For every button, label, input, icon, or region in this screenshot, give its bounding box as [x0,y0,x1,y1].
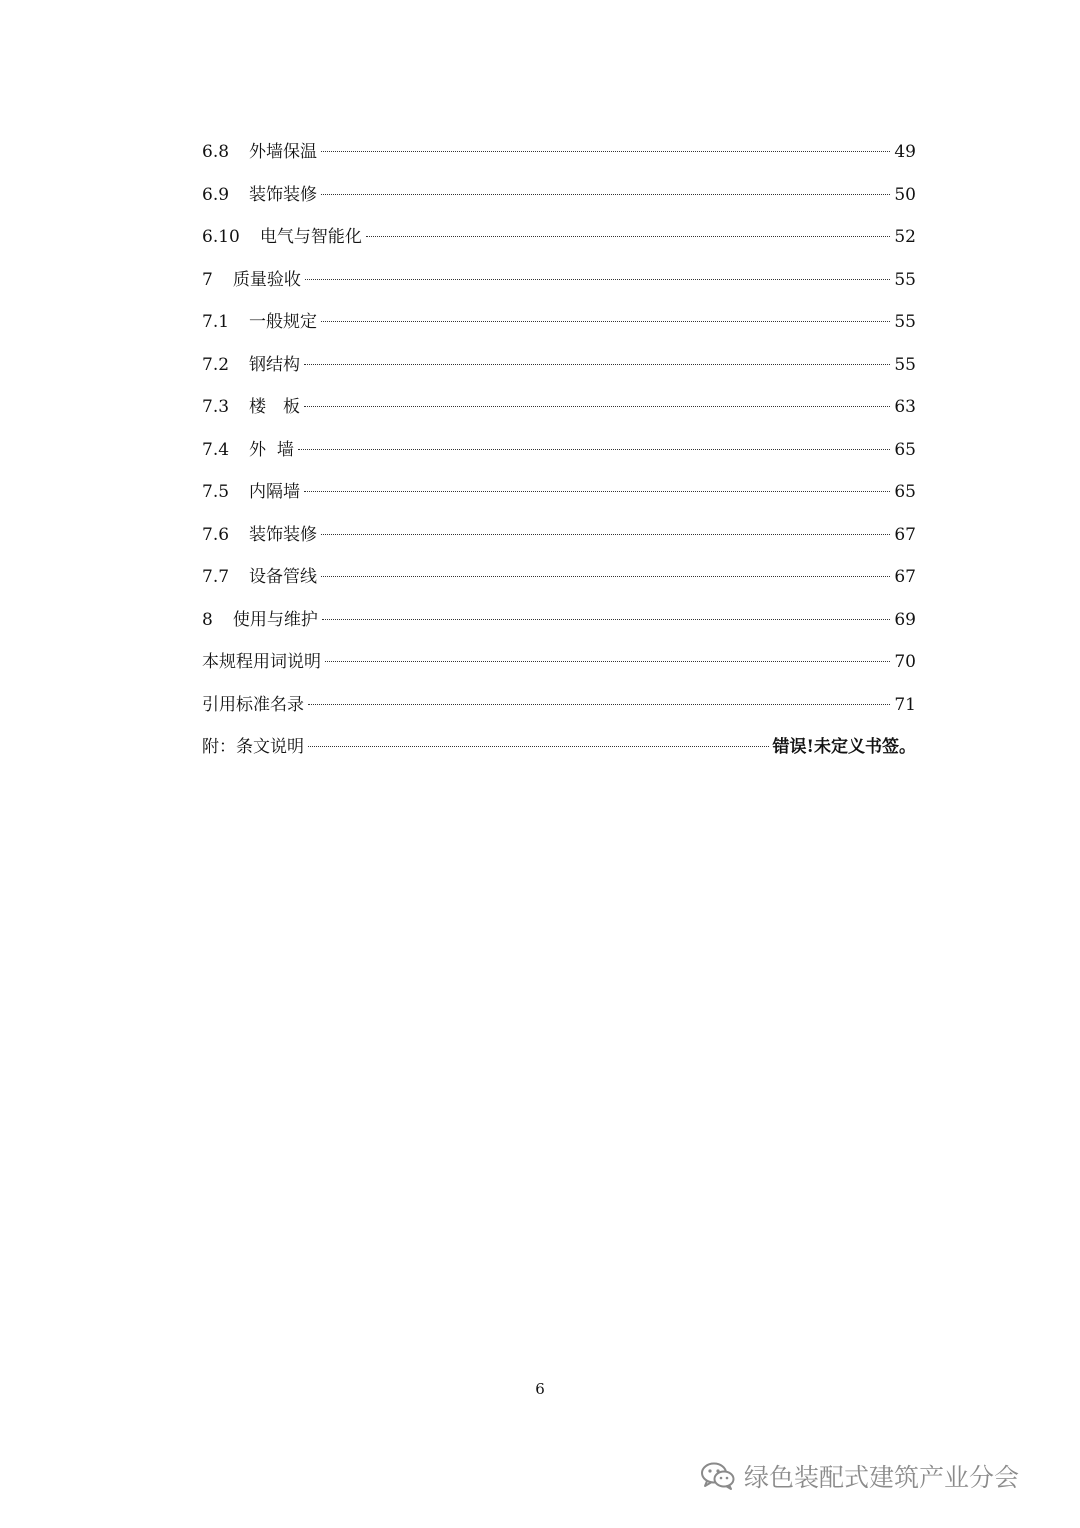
toc-entry[interactable] [202,131,916,174]
toc-dot-leader [304,491,890,492]
toc-dot-leader [321,534,890,535]
toc-entry-title: 使用与维护 [232,609,318,630]
toc-entry-title: 设备管线 [249,567,318,587]
toc-entry-title: 电气与智能化 [259,227,362,247]
toc-entry-title: 楼 板 [249,397,301,417]
toc-dot-leader [298,449,891,450]
toc-entry-title: 一般规定 [249,312,318,332]
toc-entry-page: 63 [894,397,916,417]
toc-entry[interactable] [202,344,916,387]
toc-dot-leader [308,746,769,747]
page-number: 6 [535,1380,545,1398]
toc-dot-leader [321,194,890,195]
toc-entry-page: 49 [894,142,916,162]
toc-entry-page: 55 [894,354,916,375]
toc-entry-title: 装饰装修 [249,184,318,205]
toc-entry-number: 7.3 [202,397,230,417]
toc-entry-title: 本规程用词说明 [202,652,321,672]
toc-entry[interactable] [202,301,916,344]
toc-entry-page: 67 [894,524,916,545]
toc-dot-leader [321,151,890,152]
watermark-text: 绿色装配式建筑产业分会 [744,1463,1020,1492]
toc-entry[interactable] [202,514,916,557]
toc-dot-leader [325,661,890,662]
toc-entry-page: 71 [894,694,916,715]
toc-entry-number: 8 [202,609,213,630]
toc-entry-title: 附：条文说明 [202,737,304,757]
toc-entry[interactable] [202,386,916,429]
toc-dot-leader [304,406,890,407]
toc-entry-page: 65 [894,439,916,460]
toc-entry[interactable] [202,556,916,599]
toc-entry[interactable] [202,174,916,217]
table-of-contents [202,131,916,769]
toc-entry-number: 6.9 [202,184,230,205]
toc-entry-page: 69 [894,609,916,630]
toc-dot-leader [321,321,890,322]
toc-entry-page: 55 [894,312,916,332]
toc-entry-title: 装饰装修 [249,524,318,545]
toc-entry-title: 引用标准名录 [202,694,304,715]
toc-dot-leader [366,236,891,237]
toc-entry-number: 7.4 [202,439,230,460]
toc-entry-page: 52 [894,227,916,247]
toc-entry[interactable] [202,726,916,769]
toc-entry[interactable] [202,471,916,514]
toc-entry[interactable] [202,641,916,684]
toc-entry-number: 7.1 [202,312,230,332]
toc-entry-page: 50 [894,184,916,205]
toc-entry[interactable] [202,216,916,259]
toc-entry-number: 7.5 [202,482,230,502]
toc-dot-leader [308,704,890,705]
toc-dot-leader [305,279,891,280]
toc-entry-number: 7.7 [202,567,230,587]
toc-entry[interactable] [202,684,916,727]
toc-entry[interactable] [202,599,916,642]
toc-dot-leader [321,576,890,577]
toc-entry[interactable] [202,429,916,472]
toc-entry[interactable] [202,259,916,302]
toc-entry-title: 外 墙 [249,439,294,460]
toc-entry-page: 错误!未定义书签。 [772,737,916,757]
toc-entry-title: 钢结构 [249,354,301,375]
toc-entry-title: 质量验收 [232,269,301,290]
toc-entry-number: 7 [202,269,213,290]
toc-entry-page: 67 [894,567,916,587]
toc-dot-leader [322,619,891,620]
watermark [700,1458,1019,1494]
toc-entry-number: 7.6 [202,524,230,545]
toc-entry-title: 外墙保温 [249,142,318,162]
toc-entry-page: 65 [894,482,916,502]
toc-entry-number: 7.2 [202,354,230,375]
toc-entry-number: 6.8 [202,142,230,162]
toc-entry-page: 70 [894,652,916,672]
toc-entry-page: 55 [894,269,916,290]
toc-entry-title: 内隔墙 [249,482,301,502]
toc-dot-leader [304,364,890,365]
wechat-icon [700,1461,736,1491]
toc-entry-number: 6.10 [202,227,240,247]
